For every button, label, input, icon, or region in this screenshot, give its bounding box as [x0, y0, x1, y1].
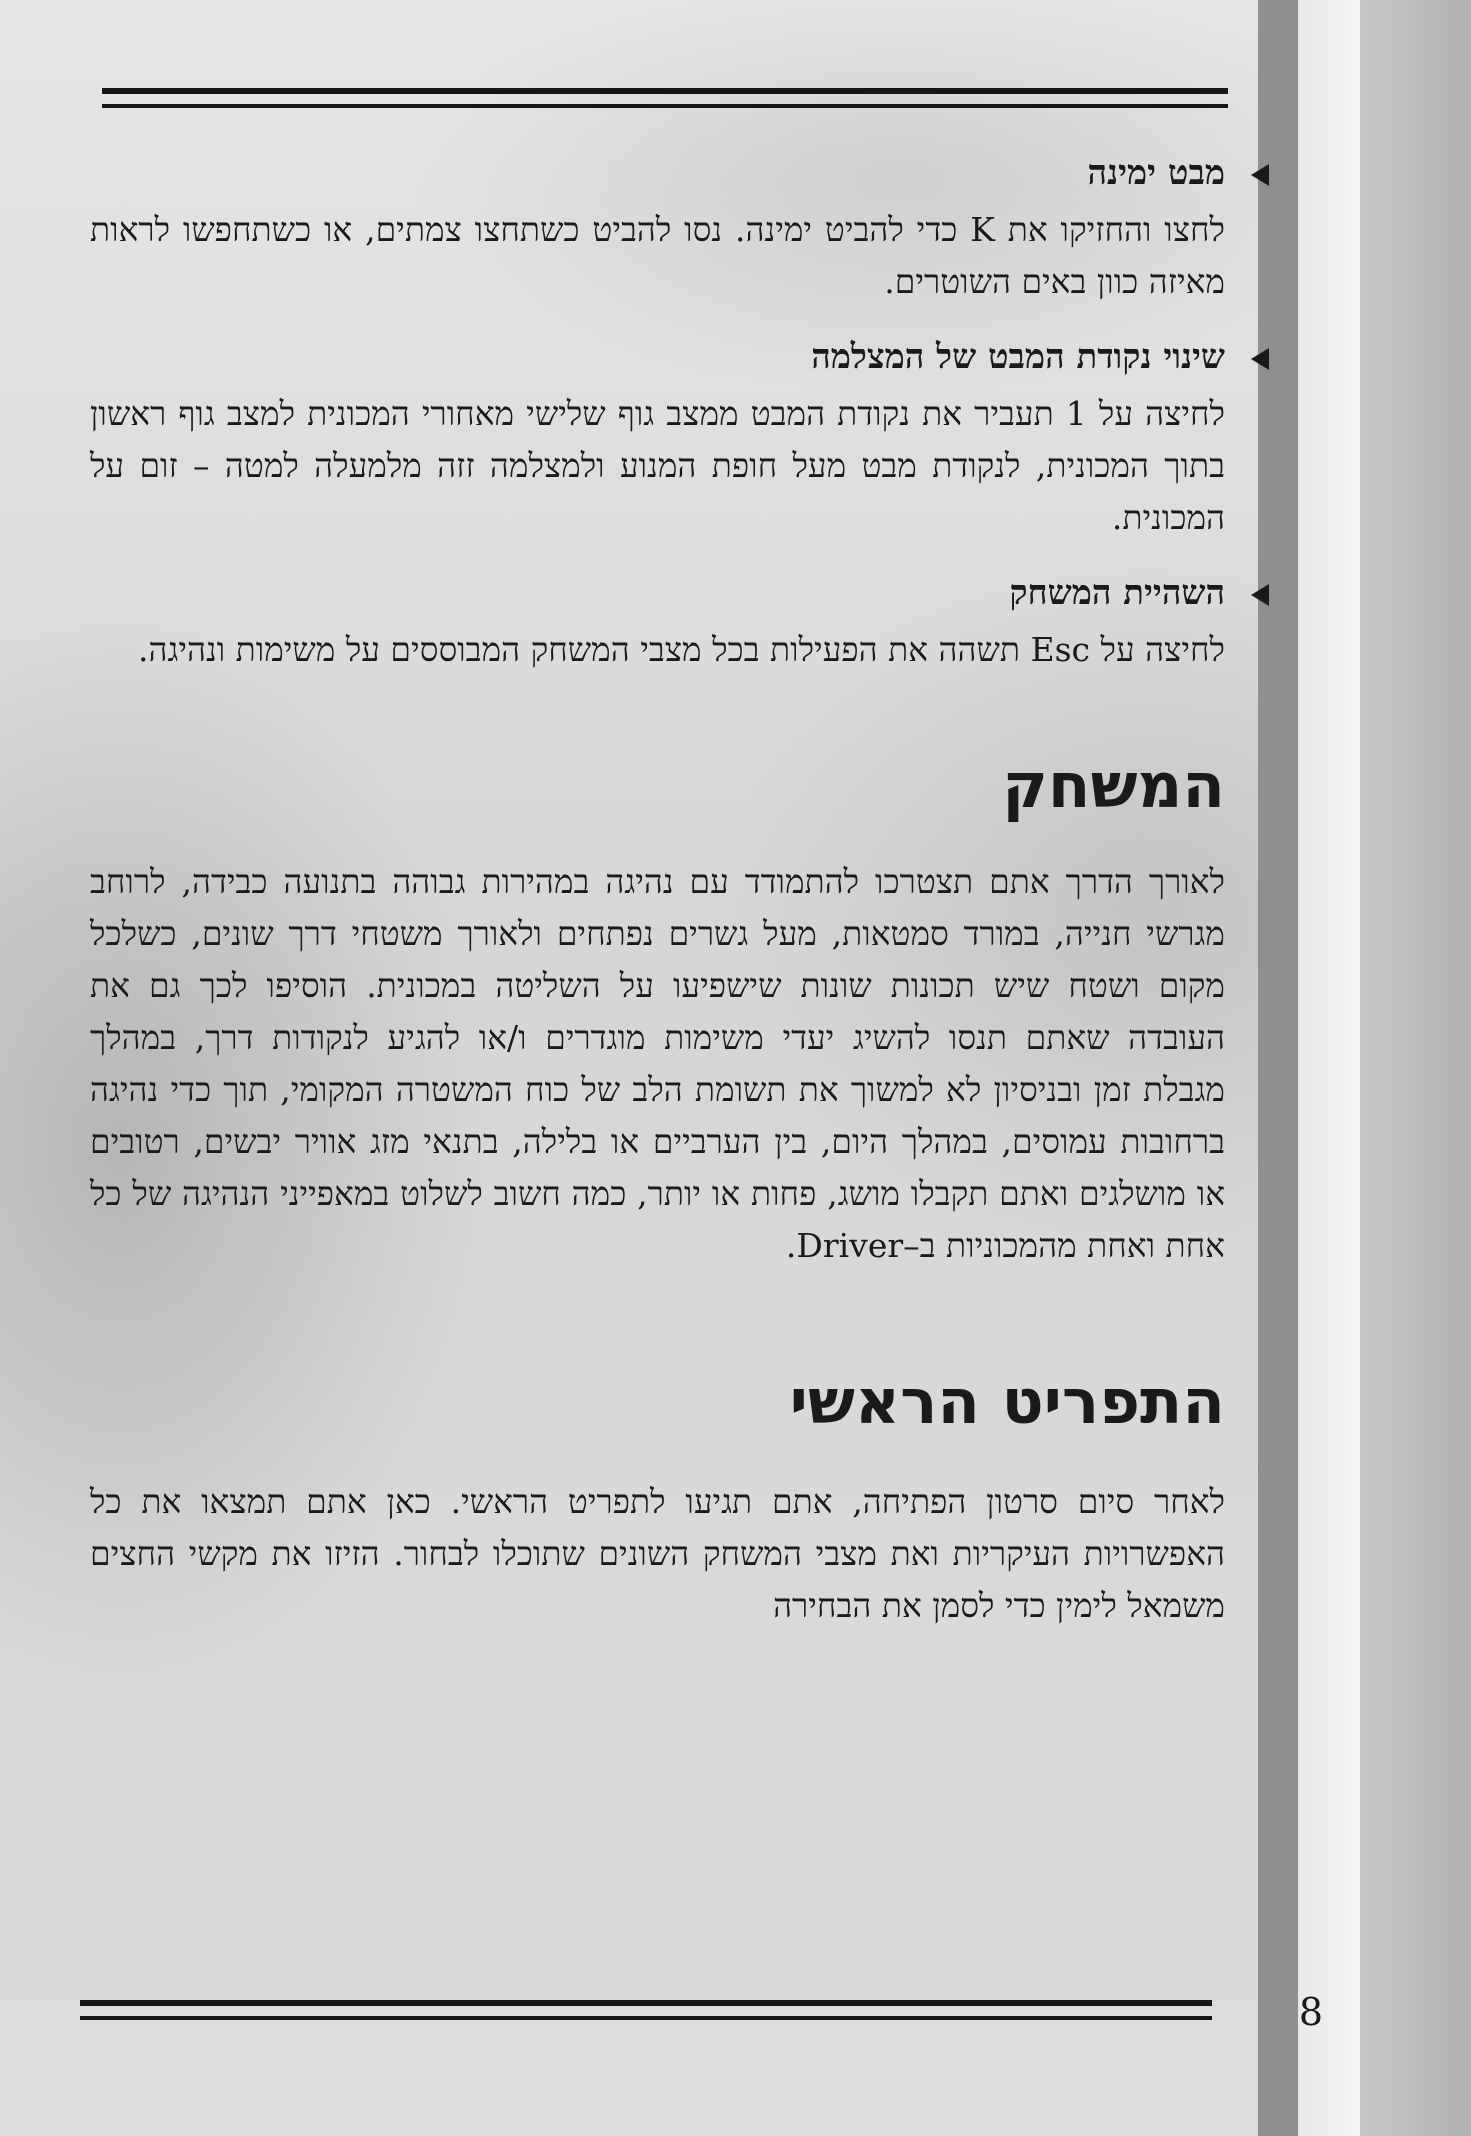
section-look-right: [90, 150, 1225, 308]
margin-strip: [1298, 0, 1360, 2136]
page-edge: [1360, 0, 1471, 2136]
triangle-bullet-icon: [1251, 584, 1269, 606]
section-title: [90, 570, 1225, 616]
section-title-text: השהיית המשחק: [1009, 573, 1225, 613]
triangle-bullet-icon: [1251, 164, 1269, 186]
side-gray-bar: [1258, 0, 1298, 2136]
page-content: [90, 150, 1225, 1632]
main-menu-heading: התפריט הראשי: [789, 1365, 1225, 1438]
top-rule: [102, 88, 1228, 108]
game-section: [90, 746, 1225, 1272]
section-body: לחיצה על Esc תשהה את הפעילות בכל מצבי המשחק המבוססים על משימות ונהיגה.: [137, 630, 1225, 669]
section-camera-view: [90, 334, 1225, 544]
main-menu-body: לאחר סיום סרטון הפתיחה, אתם תגיעו לתפריט הראשי. כאן אתם תמצאו את כל האפשרויות העיקריות ואת מצבי המשחק השונים שתוכלו לבחור. הזיזו את מקשי החצים משמאל לימין כדי לסמן את הבחירה: [90, 1482, 1225, 1625]
section-title-text: מבט ימינה: [1087, 153, 1225, 193]
page-number: 8: [1298, 1990, 1324, 2034]
section-body: לחיצה על 1 תעביר את נקודת המבט ממצב גוף שלישי מאחורי המכונית למצב גוף ראשון בתוך המכונית, לנקודת מבט מעל חופת המנוע ולמצלמה זזה מלמעלה למטה – זום על המכונית.: [90, 394, 1225, 537]
game-body: לאורך הדרך אתם תצטרכו להתמודד עם נהיגה במהירות גבוהה בתנועה כבידה, לרוחב מגרשי חנייה, במורד סמטאות, מעל גשרים נפתחים ולאורך משטחי דרך שונים, כשלכל מקום ושטח שיש תכונות שונות שישפיעו על השליטה במכונית. הוסיפו לכך גם את העובדה שאתם תנסו להשיג יעדי משימות מוגדרים ו/או להגיע לנקודות דרך, במהלך מגבלת זמן ובניסיון לא למשוך את תשומת הלב של כוח המשטרה המקומי, תוך כדי נהיגה ברחובות עמוסים, במהלך היום, בין הערביים או בלילה, בתנאי מזג אוויר יבשים, רטובים או מושלגים ואתם תקבלו מושג, פחות או יותר, כמה חשוב לשלוט במאפייני הנהיגה של כל אחת ואחת מהמכוניות ב–Driver.: [90, 862, 1226, 1265]
section-title-text: שינוי נקודת המבט של המצלמה: [811, 337, 1225, 377]
section-pause-game: [90, 570, 1225, 676]
section-title: [90, 334, 1225, 380]
section-title: [90, 150, 1225, 196]
game-heading: המשחק: [1002, 749, 1225, 822]
bottom-rule: [80, 2000, 1212, 2020]
triangle-bullet-icon: [1251, 348, 1269, 370]
section-body: לחצו והחזיקו את K כדי להביט ימינה. נסו להביט כשתחצו צמתים, או כשתחפשו לראות מאיזה כוון באים השוטרים.: [90, 210, 1225, 301]
main-menu-section: [90, 1362, 1225, 1632]
